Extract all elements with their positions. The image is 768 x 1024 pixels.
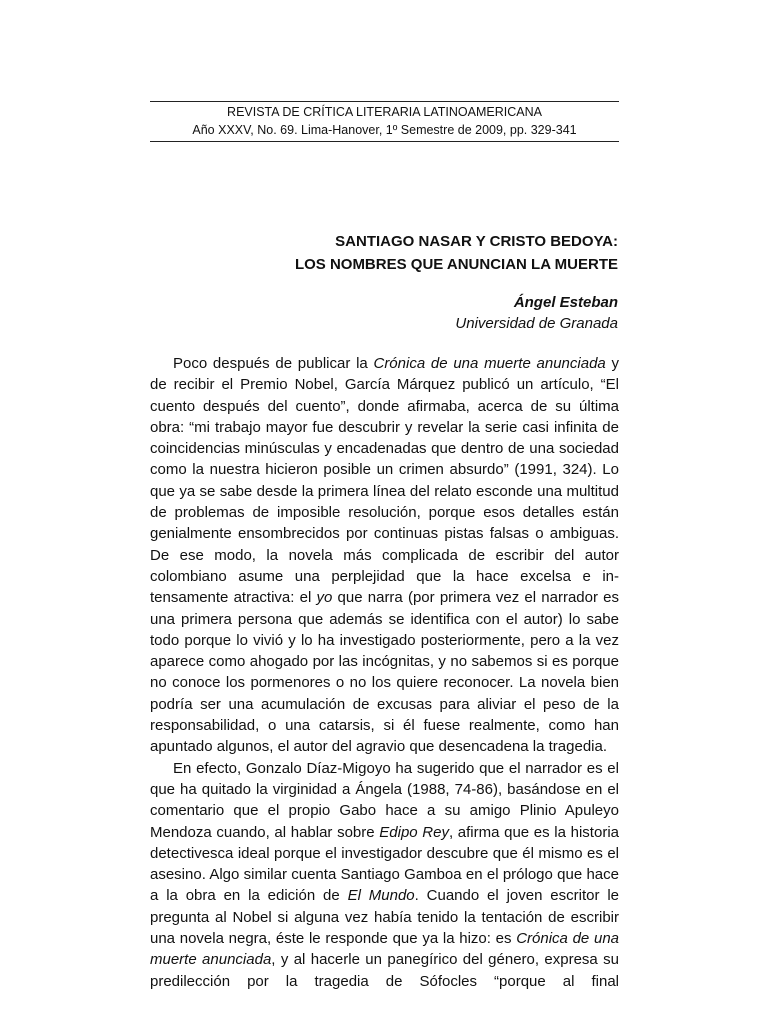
publication-el-mundo: El Mundo [347,887,415,905]
author-affiliation: Universidad de Granada [455,315,618,332]
italic-yo: yo [316,589,333,607]
author-name: Ángel Esteban [513,294,618,311]
article-title [295,230,618,276]
article-title-line-2: LOS NOMBRES QUE ANUNCIAN LA MUERTE [294,256,618,273]
book-title-cronica: Crónica de una muerte anunciada [373,355,606,372]
paragraph-1 [150,353,619,758]
paragraph-2-text-4: , y al hacerle un panegírico del género, expresa su predilección por la tragedia de Sófocles “porque al final [150,951,619,990]
paragraph-2 [150,758,619,992]
paragraph-1-text-1: Poco después de publicar la [173,355,374,372]
book-title-edipo-rey: Edipo Rey [379,823,449,841]
journal-issue: Año XXXV, No. 69. Lima-Hanover, 1º Semestre de 2009, pp. 329-341 [192,123,577,137]
book-title-cronica-2: Crónica de una muerte anunciada [150,930,620,969]
author-block [455,292,618,334]
paragraph-2-text-2: , afirma que es la historia detectivesca ideal porque el investigador descubre que él mismo es el asesino. Algo similar cuenta Santiago Gamboa en el prólogo que hace a la obra en la edición de [150,823,619,905]
paragraph-2-text-3: . Cuando el joven escritor le pregunta al Nobel si alguna vez había tenido la tentación de escribir una novela negra, éste le responde que ya la hizo: es [150,887,619,948]
article-title-line-1: SANTIAGO NASAR Y CRISTO BEDOYA: [335,233,618,250]
paragraph-1-text-2: y de recibir el Premio Nobel, García Márquez publicó un artículo, “El cuento después del cuento”, donde afirmaba, acerca de su última obra: “mi trabajo mayor fue descubrir y revelar la serie casi infinita de coincidencias minúsculas y encadenadas que dentro de una sociedad como la nuestra hicieron posible un crimen absurdo” (1991, 324). Lo que ya se sabe desde la primera línea del relato esconde una multitud de problemas de imposible resolución, porque esos detalles están genialmente ensombrecidos por continuas pistas falsas o ambiguas. De ese modo, la novela más complicada de escribir del autor colombiano asume una perplejidad que la hace excelsa e intensamente atractiva: el [150,355,619,607]
article-body [150,353,619,992]
paragraph-1-text-3: que narra (por primera vez el narrador es una primera persona que además se identifica con el autor) lo sabe todo porque lo vivió y lo ha investigado posteriormente, pero a la vez aparece como ahogado por las incógnitas, y no sabemos si es porque no conoce los pormenores o no los quiere reconocer. La novela bien podría ser una acumulación de excusas para aliviar el peso de la responsabilidad, o una catarsis, si él fuese realmente, como han apuntado algunos, el autor del agravio que desencadena la tragedia. [150,589,619,756]
journal-header [150,101,619,142]
paragraph-2-text-1: En efecto, Gonzalo Díaz-Migoyo ha sugerido que el narrador es el que ha quitado la virginidad a Ángela (1988, 74-86), basándose en el comentario que el propio Gabo hace a su amigo Plinio Apuleyo Mendoza cuando, al hablar sobre [150,759,619,841]
journal-name: REVISTA DE CRÍTICA LITERARIA LATINOAMERICANA [227,105,542,119]
